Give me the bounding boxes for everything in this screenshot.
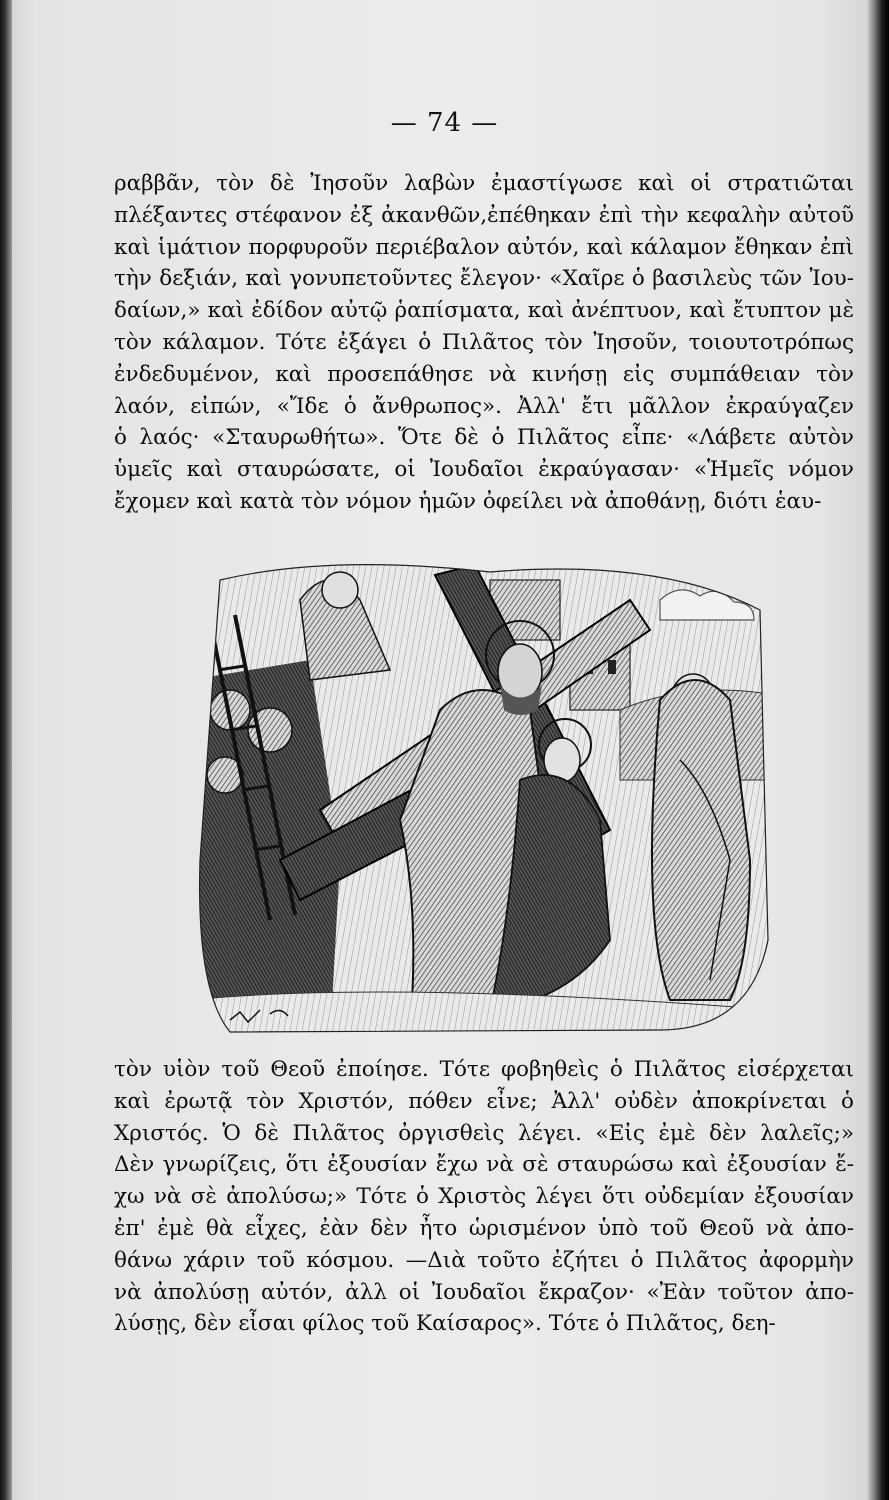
text-line: πλέξαντες στέφανον ἐξ ἀκανθῶν,ἐπέθηκαν ἐπὶ τὴν κεφαλὴν αὐτοῦ xyxy=(114,202,854,228)
binding-gutter xyxy=(0,0,12,1500)
engraving-illustration xyxy=(190,560,775,1040)
paragraph-top xyxy=(114,168,854,518)
page-number: — 74 — xyxy=(390,108,499,138)
text-line: καὶ ἱμάτιον πορφυροῦν περιέβαλον αὐτόν, καὶ κάλαμον ἔθηκαν ἐπὶ xyxy=(114,234,854,260)
text-line: τὴν δεξιάν, καὶ γονυπετοῦντες ἔλεγον· «Χαῖρε ὁ βασιλεὺς τῶν Ἰου- xyxy=(114,266,854,292)
text-line: ἔχομεν καὶ κατὰ τὸν νόμον ἡμῶν ὀφείλει νὰ ἀποθάνῃ, διότι ἑαυ- xyxy=(114,488,822,514)
text-line: ραββᾶν, τὸν δὲ Ἰησοῦν λαβὼν ἐμαστίγωσε καὶ οἱ στρατιῶται xyxy=(114,171,854,196)
text-line: Δὲν γνωρίζεις, ὅτι ἐξουσίαν ἔχω νὰ σὲ σταυρώσω καὶ ἐξουσίαν ἔ- xyxy=(114,1152,854,1178)
text-line: Χριστός. Ὁ δὲ Πιλᾶτος ὀργισθεὶς λέγει. «Εἰς ἐμὲ δὲν λαλεῖς;» xyxy=(114,1120,854,1146)
text-line: ὑμεῖς καὶ σταυρώσατε, οἱ Ἰουδαῖοι ἐκραύγασαν· «Ἡμεῖς νόμον xyxy=(114,457,854,483)
text-line: ἐπ' ἐμὲ θὰ εἶχες, ἐὰν δὲν ἦτο ὡρισμένον ὑπὸ τοῦ Θεοῦ νὰ ἀπο- xyxy=(114,1215,854,1241)
text-line: δαίων,» καὶ ἐδίδον αὐτῷ ῥαπίσματα, καὶ ἀνέπτυον, καὶ ἔτυπτον μὲ xyxy=(114,298,854,324)
text-line: λύσῃς, δὲν εἶσαι φίλος τοῦ Καίσαρος». Τότε ὁ Πιλᾶτος, δεη- xyxy=(114,1311,776,1337)
text-line: καὶ ἐρωτᾷ τὸν Χριστόν, πόθεν εἶνε; Ἀλλ' οὐδὲν ἀποκρίνεται ὁ xyxy=(114,1088,854,1114)
text-line: ὁ λαός· «Σταυρωθήτω». Ὅτε δὲ ὁ Πιλᾶτος εἶπε· «Λάβετε αὐτὸν xyxy=(114,425,854,451)
text-line: ἐνδεδυμένον, καὶ προσεπάθησε νὰ κινήσῃ εἰς συμπάθειαν τὸν xyxy=(114,361,854,387)
text-line: λαόν, εἰπών, «Ἴδε ὁ ἄνθρωπος». Ἀλλ' ἔτι μᾶλλον ἐκραύγαζεν xyxy=(114,393,854,419)
text-line: νὰ ἀπολύσῃ αὐτόν, ἀλλ οἱ Ἰουδαῖοι ἔκραζον· «Ἐὰν τοῦτον ἀπο- xyxy=(114,1279,854,1305)
page-edge-shadow xyxy=(867,0,889,1500)
text-line: χω νὰ σὲ ἀπολύσω;» Τότε ὁ Χριστὸς λέγει ὅτι οὐδεμίαν ἐξουσίαν xyxy=(114,1184,854,1210)
text-line: τὸν κάλαμον. Τότε ἐξάγει ὁ Πιλᾶτος τὸν Ἰησοῦν, τοιουτοτρόπως xyxy=(114,329,854,355)
text-line: τὸν υἱὸν τοῦ Θεοῦ ἐποίησε. Τότε φοβηθεὶς ὁ Πιλᾶτος εἰσέρχεται xyxy=(114,1057,854,1082)
text-line: θάνω χάριν τοῦ κόσμου. —Διὰ τοῦτο ἐζήτει ὁ Πιλᾶτος ἀφορμὴν xyxy=(114,1247,854,1273)
paragraph-bottom xyxy=(114,1054,854,1340)
